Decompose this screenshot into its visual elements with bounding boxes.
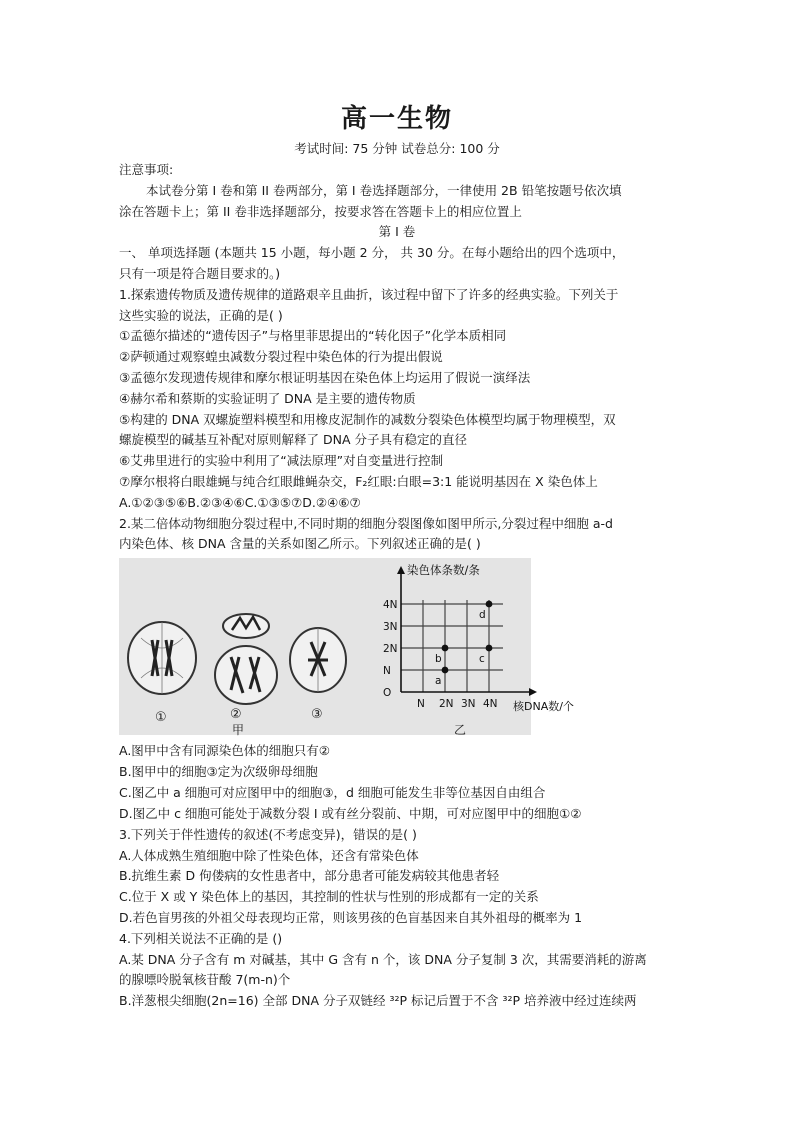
answer-options: A.①②③⑤⑥B.②③④⑥C.①③⑤⑦D.②④⑥⑦ — [119, 495, 361, 510]
y-tick-label: 2N — [383, 643, 398, 655]
data-point-label: a — [435, 675, 442, 687]
answer-option: B.图甲中的细胞③定为次级卵母细胞 — [119, 764, 318, 779]
cell-image-1 — [128, 622, 196, 694]
figure-panel — [119, 558, 574, 737]
data-point — [486, 601, 493, 608]
statement-item: 螺旋模型的碱基互补配对原则解释了 DNA 分子具有稳定的直径 — [119, 432, 467, 447]
statement-item: ③孟德尔发现遗传规律和摩尔根证明基因在染色体上均运用了假说一演绎法 — [119, 370, 531, 385]
y-tick-label: N — [383, 665, 391, 677]
answer-option: B.洋葱根尖细胞(2n=16) 全部 DNA 分子双链经 ³²P 标记后置于不含 ³²P 培养液中经过连续两 — [119, 993, 637, 1008]
figure-caption-yi: 乙 — [454, 723, 467, 737]
answer-option: D.若色盲男孩的外祖父母表现均正常，则该男孩的色盲基因来自其外祖母的概率为 1 — [119, 910, 583, 925]
data-point-label: d — [479, 609, 486, 621]
x-tick-label: N — [417, 698, 425, 710]
y-axis-arrow — [397, 566, 405, 574]
statement-item: ①孟德尔描述的“遗传因子”与格里菲思提出的“转化因子”化学本质相同 — [119, 328, 507, 343]
x-tick-label: 4N — [483, 698, 498, 710]
cell-division-figure — [119, 558, 574, 737]
cell-image-3 — [290, 628, 346, 692]
part-title: 第 I 卷 — [378, 224, 416, 239]
data-point-label: c — [479, 653, 485, 665]
section-heading: 一、 单项选择题 (本题共 15 小题，每小题 2 分， 共 30 分。在每小题给出的四个选项中， — [119, 245, 625, 260]
data-point-label: b — [435, 653, 442, 665]
exam-info: 考试时间: 75 分钟 试卷总分: 100 分 — [294, 141, 500, 156]
answer-option: D.图乙中 c 细胞可能处于减数分裂 I 或有丝分裂前、中期，可对应图甲中的细胞①② — [119, 806, 582, 821]
y-tick-label: 4N — [383, 599, 398, 611]
answer-option: A.人体成熟生殖细胞中除了性染色体，还含有常染色体 — [119, 848, 419, 863]
figure-caption-jia: 甲 — [232, 723, 245, 737]
x-axis-arrow — [529, 688, 537, 696]
question-stem: 1.探索遗传物质及遗传规律的道路艰辛且曲折，该过程中留下了许多的经典实验。下列关于 — [119, 287, 619, 302]
question-stem: 这些实验的说法，正确的是( ) — [119, 308, 283, 323]
answer-option: A.图甲中含有同源染色体的细胞只有② — [119, 743, 331, 758]
cell-label: ③ — [311, 707, 323, 722]
y-axis-title: 染色体条数/条 — [407, 563, 480, 577]
answer-option: C.位于 X 或 Y 染色体上的基因，其控制的性状与性别的形成都有一定的关系 — [119, 889, 539, 904]
answer-option: 的腺嘌呤脱氧核苷酸 7(m-n)个 — [119, 972, 291, 987]
x-tick-label: 3N — [461, 698, 476, 710]
answer-option: C.图乙中 a 细胞可对应图甲中的细胞③，d 细胞可能发生非等位基因自由组合 — [119, 785, 546, 800]
question-stem: 4.下列相关说法不正确的是 () — [119, 931, 283, 946]
x-tick-label: 2N — [439, 698, 454, 710]
question-stem: 内染色体、核 DNA 含量的关系如图乙所示。下列叙述正确的是( ) — [119, 536, 481, 551]
notice-label: 注意事项: — [119, 162, 174, 177]
data-point — [442, 645, 449, 652]
data-point — [486, 645, 493, 652]
chromosome-dna-chart — [383, 563, 574, 713]
question-stem: 3.下列关于伴性遗传的叙述(不考虑变异)，错误的是( ) — [119, 827, 417, 842]
section-heading: 只有一项是符合题目要求的。) — [119, 266, 281, 281]
answer-option: A.某 DNA 分子含有 m 对碱基，其中 G 含有 n 个，该 DNA 分子复制 3 次，其需要消耗的游离 — [119, 952, 647, 967]
statement-item: ⑤构建的 DNA 双螺旋塑料模型和用橡皮泥制作的减数分裂染色体模型均属于物理模型，双 — [119, 412, 616, 427]
notice-line: 本试卷分第 I 卷和第 II 卷两部分，第 I 卷选择题部分，一律使用 2B 铅笔按题号依次填 — [146, 183, 622, 198]
page-title: 高一生物 — [340, 104, 453, 134]
cell-label: ① — [155, 710, 167, 725]
y-tick-label: O — [383, 687, 392, 699]
statement-item: ②萨顿通过观察蝗虫减数分裂过程中染色体的行为提出假说 — [119, 349, 443, 364]
x-axis-title: 核DNA数/个 — [513, 700, 574, 713]
notice-line: 涂在答题卡上；第 II 卷非选择题部分，按要求答在答题卡上的相应位置上 — [119, 204, 522, 219]
question-stem: 2.某二倍体动物细胞分裂过程中,不同时期的细胞分裂图像如图甲所示,分裂过程中细胞 a-d — [119, 516, 613, 531]
y-tick-label: 3N — [383, 621, 398, 633]
statement-item: ⑥艾弗里进行的实验中利用了“减法原理”对自变量进行控制 — [119, 453, 444, 468]
statement-item: ④赫尔希和蔡斯的实验证明了 DNA 是主要的遗传物质 — [119, 391, 416, 406]
cell-image-2 — [215, 614, 277, 704]
statement-item: ⑦摩尔根将白眼雄蝇与纯合红眼雌蝇杂交，F₂红眼:白眼=3:1 能说明基因在 X 染色体上 — [119, 474, 598, 489]
data-point — [442, 667, 449, 674]
cell-label: ② — [230, 707, 242, 722]
answer-option: B.抗维生素 D 佝偻病的女性患者中，部分患者可能发病较其他患者轻 — [119, 868, 500, 883]
